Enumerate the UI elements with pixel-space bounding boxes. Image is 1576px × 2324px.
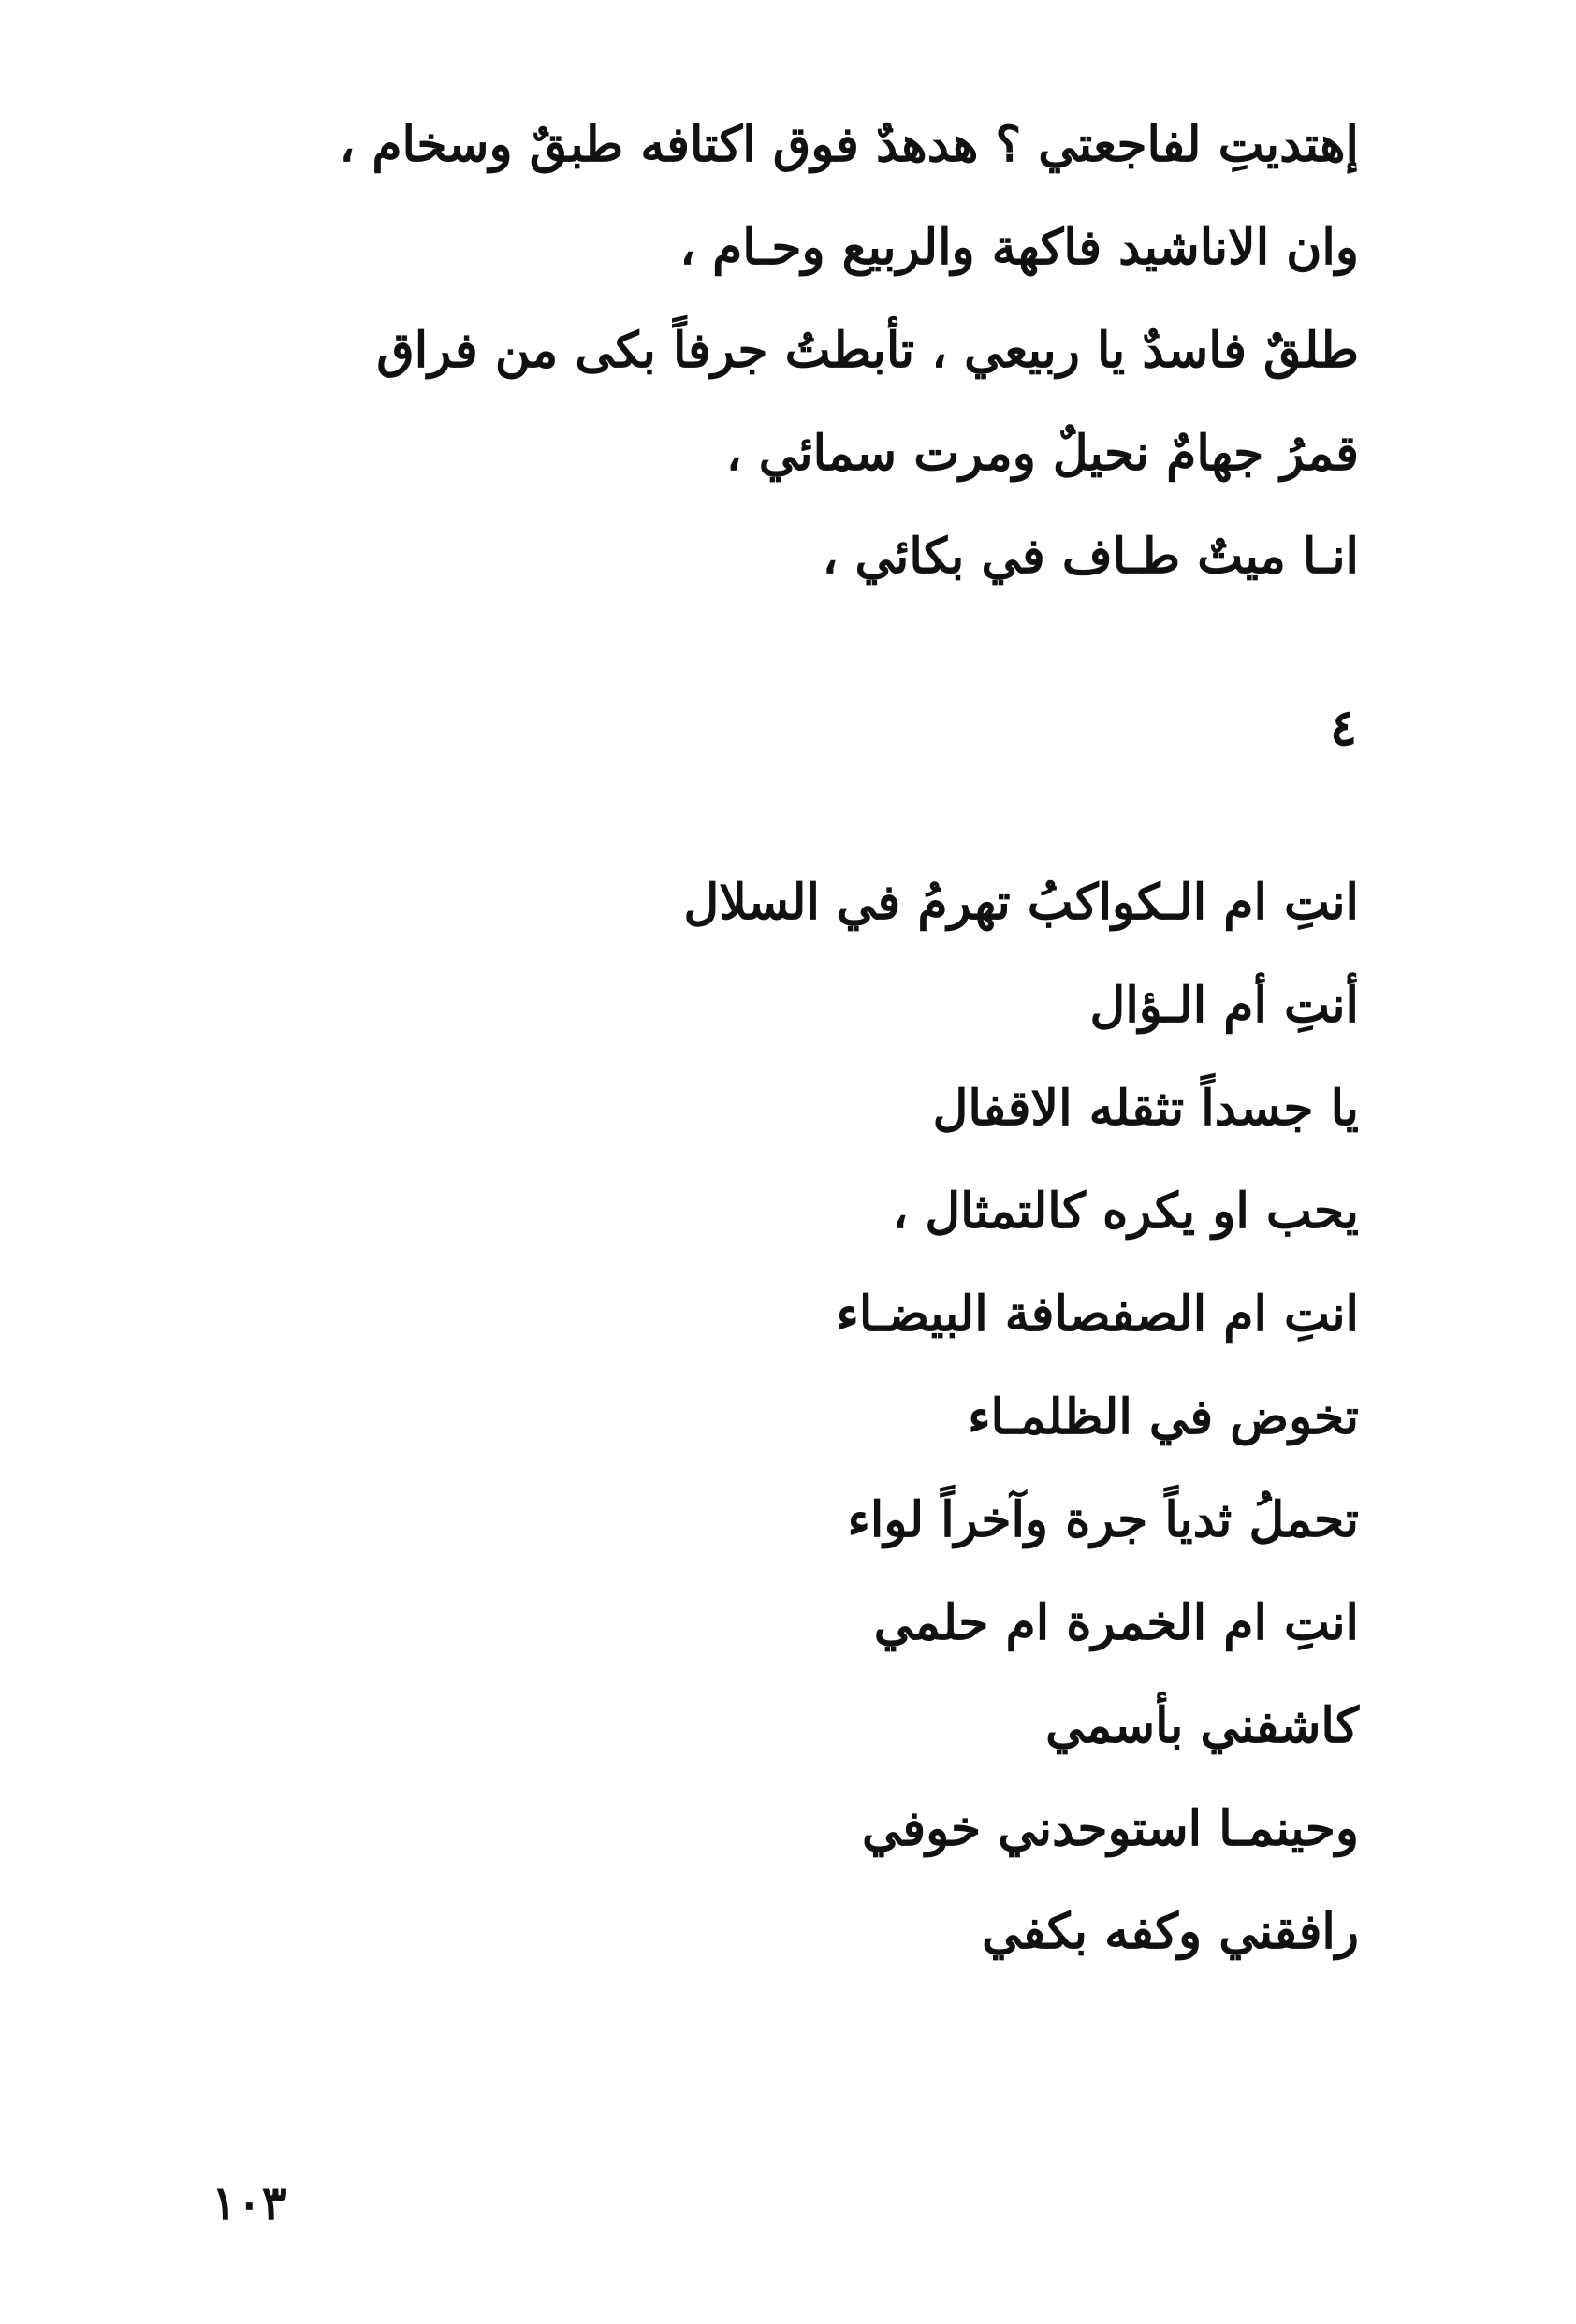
poem-line: رافقني وكفه بكفي <box>982 1903 1359 1960</box>
poem-line: يا جسداً تثقله الاقفال <box>932 1080 1359 1137</box>
section-number: ٤ <box>1329 697 1357 757</box>
page-number: ١٠٣ <box>212 2175 287 2230</box>
poem-line: كاشفني بأسمي <box>1045 1697 1359 1754</box>
poem-stanza-1 <box>142 94 1359 608</box>
poem-line: تخوض في الظلمـاء <box>968 1388 1359 1445</box>
poem-line: وان الاناشيد فاكهة والربيع وحـام ، <box>679 219 1359 276</box>
poem-line: أنتِ أم الـؤال <box>1089 977 1359 1034</box>
poem-line: انتِ ام الخمرة ام حلمي <box>873 1594 1359 1651</box>
poem-line: انتِ ام الـكواكبُ تهرمُ في السلال <box>683 874 1359 931</box>
poem-line: يحب او يكره كالتمثال ، <box>892 1183 1359 1240</box>
poem-stanza-2 <box>142 851 1359 1983</box>
poem-line: قمرُ جهامٌ نحيلٌ ومرت سمائي ، <box>725 425 1359 482</box>
poem-line: طلقٌ فاسدٌ يا ربيعي ، تأبطتُ جرفاً بكى من فراق <box>376 322 1359 379</box>
poem-line: انـا ميتٌ طـاف في بكائي ، <box>822 528 1359 585</box>
poem-line: انتِ ام الصفصافة البيضـاء <box>836 1285 1359 1343</box>
poem-line: تحملُ ثدياً جرة وآخراً لواء <box>847 1491 1359 1548</box>
poem-line: وحينمـا استوحدني خوفي <box>861 1800 1359 1857</box>
poem-line: إهتديتِ لفاجعتي ؟ هدهدٌ فوق اكتافه طبقٌ وسخام ، <box>339 116 1359 173</box>
